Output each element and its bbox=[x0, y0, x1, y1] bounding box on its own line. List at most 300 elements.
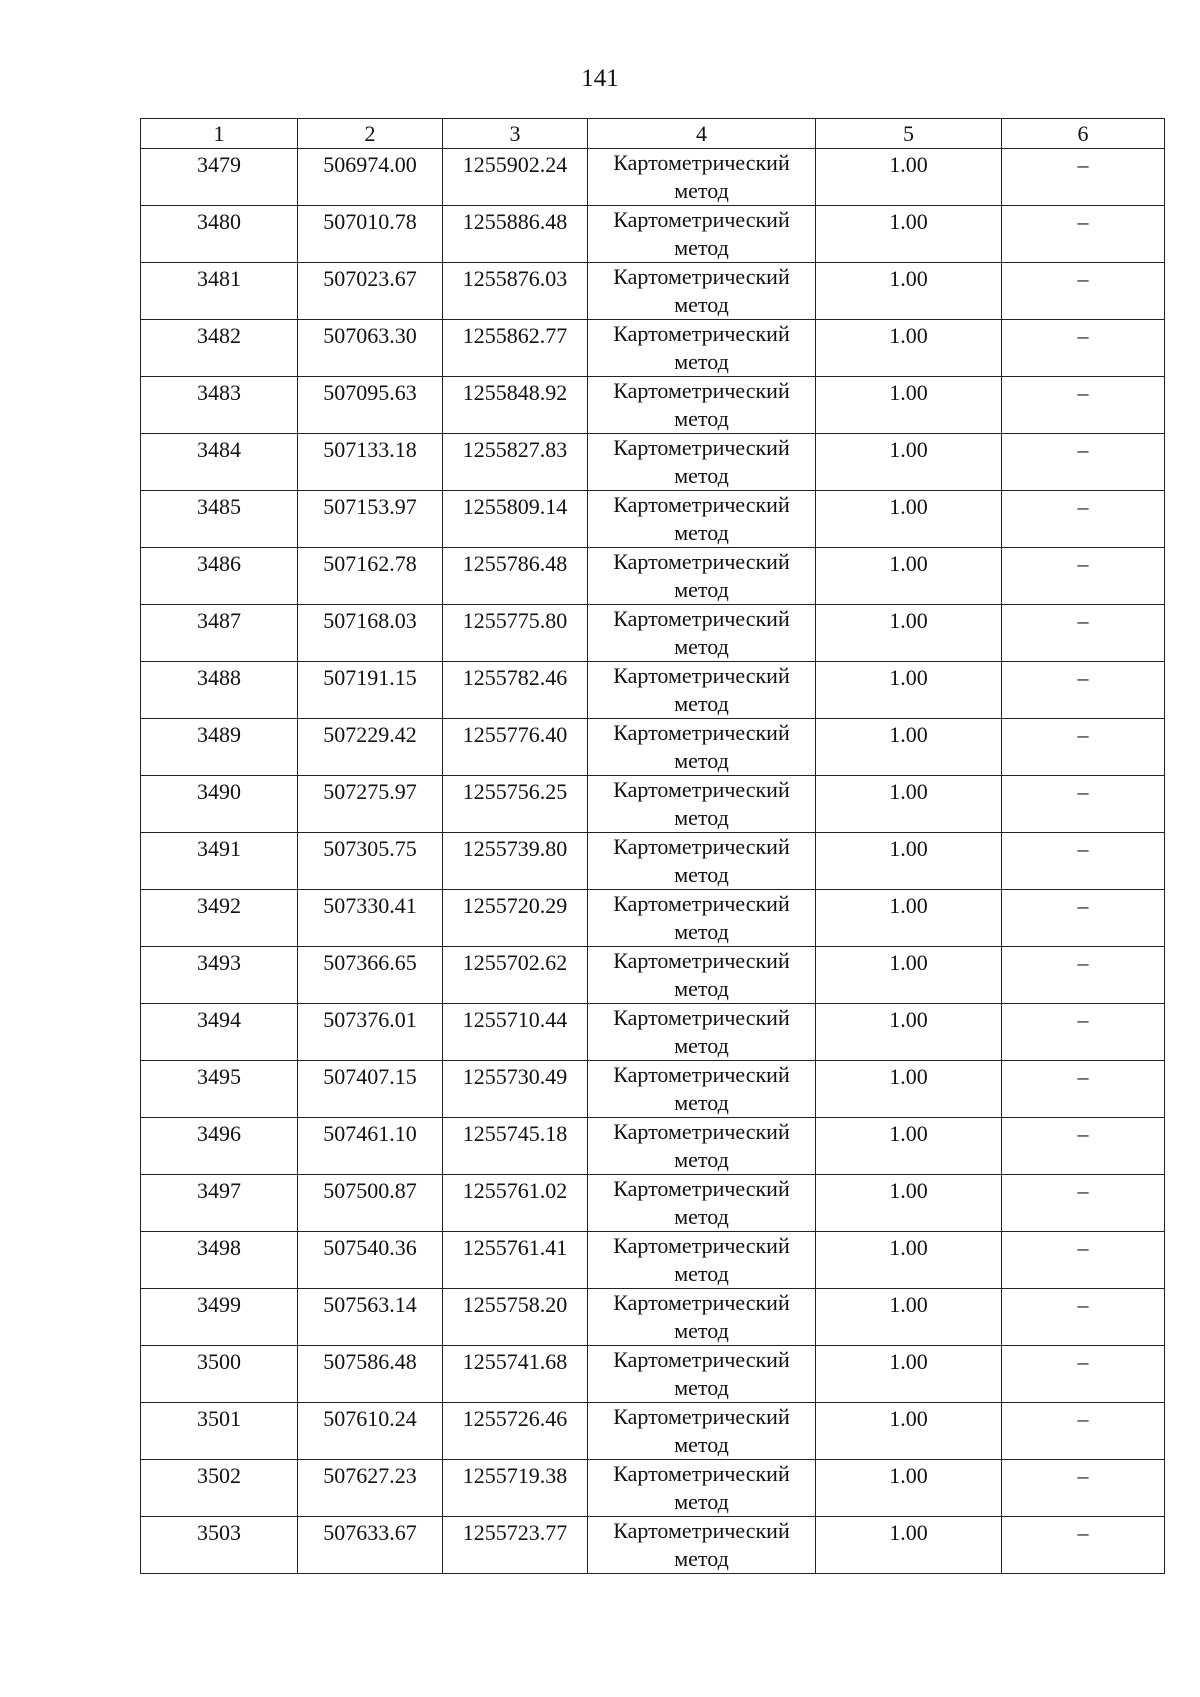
x-coordinate-cell bbox=[298, 1460, 443, 1517]
point-number-cell bbox=[141, 947, 298, 1004]
y-coordinate-cell-text: 1255775.80 bbox=[462, 608, 568, 633]
note-cell bbox=[1002, 605, 1165, 662]
note-cell-text: – bbox=[1077, 1292, 1089, 1317]
x-coordinate-cell-text: 507229.42 bbox=[323, 722, 417, 747]
column-header: 3 bbox=[443, 119, 588, 149]
x-coordinate-cell-text: 507153.97 bbox=[323, 494, 417, 519]
note-cell-text: – bbox=[1077, 323, 1089, 348]
column-header: 4 bbox=[588, 119, 816, 149]
note-cell bbox=[1002, 1289, 1165, 1346]
method-cell bbox=[588, 1004, 816, 1061]
accuracy-cell-text: 1.00 bbox=[889, 1349, 928, 1374]
method-line-2: метод bbox=[674, 235, 729, 260]
y-coordinate-cell-text: 1255827.83 bbox=[462, 437, 568, 462]
accuracy-cell-text: 1.00 bbox=[889, 836, 928, 861]
y-coordinate-cell-text: 1255862.77 bbox=[462, 323, 568, 348]
method-line-1: Картометрический bbox=[613, 1290, 790, 1315]
y-coordinate-cell-text: 1255876.03 bbox=[462, 266, 568, 291]
table-row bbox=[141, 1289, 1165, 1346]
table-row bbox=[141, 1004, 1165, 1061]
point-number-cell bbox=[141, 776, 298, 833]
x-coordinate-cell bbox=[298, 206, 443, 263]
y-coordinate-cell bbox=[443, 719, 588, 776]
accuracy-cell-text: 1.00 bbox=[889, 722, 928, 747]
y-coordinate-cell bbox=[443, 1061, 588, 1118]
point-number-cell-text: 3485 bbox=[197, 494, 241, 519]
note-cell-text: – bbox=[1077, 266, 1089, 291]
accuracy-cell-text: 1.00 bbox=[889, 494, 928, 519]
point-number-cell bbox=[141, 1403, 298, 1460]
y-coordinate-cell bbox=[443, 1403, 588, 1460]
accuracy-cell bbox=[816, 1517, 1002, 1574]
method-line-1: Картометрический bbox=[613, 1404, 790, 1429]
point-number-cell bbox=[141, 320, 298, 377]
x-coordinate-cell-text: 506974.00 bbox=[323, 152, 417, 177]
table-row bbox=[141, 1061, 1165, 1118]
x-coordinate-cell-text: 507095.63 bbox=[323, 380, 417, 405]
table-row bbox=[141, 491, 1165, 548]
accuracy-cell bbox=[816, 491, 1002, 548]
method-cell bbox=[588, 1403, 816, 1460]
y-coordinate-cell bbox=[443, 1232, 588, 1289]
note-cell-text: – bbox=[1077, 1178, 1089, 1203]
accuracy-cell bbox=[816, 662, 1002, 719]
y-coordinate-cell-text: 1255741.68 bbox=[462, 1349, 568, 1374]
note-cell-text: – bbox=[1077, 437, 1089, 462]
table-row bbox=[141, 947, 1165, 1004]
table-row bbox=[141, 1517, 1165, 1574]
note-cell bbox=[1002, 434, 1165, 491]
x-coordinate-cell-text: 507168.03 bbox=[323, 608, 417, 633]
x-coordinate-cell bbox=[298, 377, 443, 434]
method-line-2: метод bbox=[674, 1090, 729, 1115]
method-line-2: метод bbox=[674, 1489, 729, 1514]
note-cell-text: – bbox=[1077, 779, 1089, 804]
point-number-cell-text: 3498 bbox=[197, 1235, 241, 1260]
accuracy-cell-text: 1.00 bbox=[889, 1292, 928, 1317]
method-line-1: Картометрический bbox=[613, 1347, 790, 1372]
y-coordinate-cell bbox=[443, 1175, 588, 1232]
y-coordinate-cell bbox=[443, 947, 588, 1004]
method-cell bbox=[588, 1460, 816, 1517]
method-line-2: метод bbox=[674, 1147, 729, 1172]
point-number-cell-text: 3493 bbox=[197, 950, 241, 975]
point-number-cell bbox=[141, 1118, 298, 1175]
point-number-cell bbox=[141, 1175, 298, 1232]
method-cell bbox=[588, 890, 816, 947]
method-line-1: Картометрический bbox=[613, 948, 790, 973]
x-coordinate-cell-text: 507376.01 bbox=[323, 1007, 417, 1032]
y-coordinate-cell-text: 1255902.24 bbox=[462, 152, 568, 177]
accuracy-cell-text: 1.00 bbox=[889, 1406, 928, 1431]
y-coordinate-cell-text: 1255848.92 bbox=[462, 380, 568, 405]
x-coordinate-cell-text: 507010.78 bbox=[323, 209, 417, 234]
y-coordinate-cell-text: 1255761.41 bbox=[462, 1235, 568, 1260]
method-line-1: Картометрический bbox=[613, 720, 790, 745]
method-line-2: метод bbox=[674, 1546, 729, 1571]
method-cell bbox=[588, 662, 816, 719]
point-number-cell bbox=[141, 434, 298, 491]
x-coordinate-cell-text: 507330.41 bbox=[323, 893, 417, 918]
method-line-2: метод bbox=[674, 862, 729, 887]
point-number-cell bbox=[141, 833, 298, 890]
method-line-1: Картометрический bbox=[613, 549, 790, 574]
note-cell-text: – bbox=[1077, 152, 1089, 177]
table-row bbox=[141, 1232, 1165, 1289]
point-number-cell-text: 3491 bbox=[197, 836, 241, 861]
x-coordinate-cell bbox=[298, 1118, 443, 1175]
y-coordinate-cell bbox=[443, 491, 588, 548]
note-cell-text: – bbox=[1077, 1349, 1089, 1374]
method-line-2: метод bbox=[674, 634, 729, 659]
method-line-1: Картометрический bbox=[613, 1233, 790, 1258]
accuracy-cell bbox=[816, 206, 1002, 263]
x-coordinate-cell-text: 507023.67 bbox=[323, 266, 417, 291]
table-header-row bbox=[141, 119, 1165, 149]
y-coordinate-cell bbox=[443, 1517, 588, 1574]
note-cell bbox=[1002, 1403, 1165, 1460]
method-line-2: метод bbox=[674, 748, 729, 773]
point-number-cell-text: 3479 bbox=[197, 152, 241, 177]
table-row bbox=[141, 149, 1165, 206]
note-cell bbox=[1002, 1175, 1165, 1232]
x-coordinate-cell-text: 507610.24 bbox=[323, 1406, 417, 1431]
point-number-cell bbox=[141, 263, 298, 320]
y-coordinate-cell-text: 1255761.02 bbox=[462, 1178, 568, 1203]
accuracy-cell bbox=[816, 1289, 1002, 1346]
y-coordinate-cell-text: 1255720.29 bbox=[462, 893, 568, 918]
y-coordinate-cell-text: 1255723.77 bbox=[462, 1520, 568, 1545]
y-coordinate-cell bbox=[443, 1289, 588, 1346]
method-line-1: Картометрический bbox=[613, 891, 790, 916]
method-line-2: метод bbox=[674, 919, 729, 944]
x-coordinate-cell bbox=[298, 776, 443, 833]
method-cell bbox=[588, 548, 816, 605]
method-cell bbox=[588, 776, 816, 833]
note-cell bbox=[1002, 548, 1165, 605]
note-cell-text: – bbox=[1077, 1064, 1089, 1089]
point-number-cell bbox=[141, 662, 298, 719]
y-coordinate-cell bbox=[443, 833, 588, 890]
note-cell bbox=[1002, 377, 1165, 434]
point-number-cell bbox=[141, 1517, 298, 1574]
accuracy-cell-text: 1.00 bbox=[889, 1064, 928, 1089]
table-row bbox=[141, 434, 1165, 491]
method-line-2: метод bbox=[674, 1261, 729, 1286]
point-number-cell bbox=[141, 149, 298, 206]
y-coordinate-cell bbox=[443, 1004, 588, 1061]
x-coordinate-cell-text: 507633.67 bbox=[323, 1520, 417, 1545]
note-cell bbox=[1002, 662, 1165, 719]
column-header: 5 bbox=[816, 119, 1002, 149]
x-coordinate-cell bbox=[298, 833, 443, 890]
accuracy-cell-text: 1.00 bbox=[889, 323, 928, 348]
x-coordinate-cell bbox=[298, 491, 443, 548]
table-row bbox=[141, 263, 1165, 320]
method-cell bbox=[588, 320, 816, 377]
note-cell bbox=[1002, 833, 1165, 890]
note-cell bbox=[1002, 1346, 1165, 1403]
note-cell bbox=[1002, 1004, 1165, 1061]
method-line-1: Картометрический bbox=[613, 1518, 790, 1543]
point-number-cell-text: 3492 bbox=[197, 893, 241, 918]
note-cell bbox=[1002, 1232, 1165, 1289]
y-coordinate-cell bbox=[443, 662, 588, 719]
method-line-1: Картометрический bbox=[613, 492, 790, 517]
x-coordinate-cell bbox=[298, 434, 443, 491]
x-coordinate-cell-text: 507563.14 bbox=[323, 1292, 417, 1317]
x-coordinate-cell bbox=[298, 719, 443, 776]
note-cell bbox=[1002, 149, 1165, 206]
accuracy-cell-text: 1.00 bbox=[889, 1235, 928, 1260]
column-header: 6 bbox=[1002, 119, 1165, 149]
method-line-1: Картометрический bbox=[613, 1062, 790, 1087]
y-coordinate-cell bbox=[443, 320, 588, 377]
y-coordinate-cell bbox=[443, 1346, 588, 1403]
accuracy-cell bbox=[816, 377, 1002, 434]
accuracy-cell-text: 1.00 bbox=[889, 551, 928, 576]
accuracy-cell bbox=[816, 1460, 1002, 1517]
method-line-1: Картометрический bbox=[613, 1461, 790, 1486]
x-coordinate-cell-text: 507275.97 bbox=[323, 779, 417, 804]
x-coordinate-cell-text: 507461.10 bbox=[323, 1121, 417, 1146]
x-coordinate-cell-text: 507407.15 bbox=[323, 1064, 417, 1089]
point-number-cell bbox=[141, 548, 298, 605]
accuracy-cell bbox=[816, 263, 1002, 320]
method-cell bbox=[588, 833, 816, 890]
note-cell-text: – bbox=[1077, 665, 1089, 690]
method-line-2: метод bbox=[674, 1318, 729, 1343]
y-coordinate-cell bbox=[443, 1460, 588, 1517]
method-cell bbox=[588, 491, 816, 548]
point-number-cell bbox=[141, 206, 298, 263]
method-cell bbox=[588, 1346, 816, 1403]
note-cell bbox=[1002, 1118, 1165, 1175]
x-coordinate-cell-text: 507162.78 bbox=[323, 551, 417, 576]
method-line-2: метод bbox=[674, 1204, 729, 1229]
y-coordinate-cell bbox=[443, 890, 588, 947]
point-number-cell-text: 3489 bbox=[197, 722, 241, 747]
y-coordinate-cell bbox=[443, 377, 588, 434]
x-coordinate-cell-text: 507540.36 bbox=[323, 1235, 417, 1260]
x-coordinate-cell bbox=[298, 605, 443, 662]
point-number-cell bbox=[141, 1460, 298, 1517]
point-number-cell bbox=[141, 1289, 298, 1346]
method-line-2: метод bbox=[674, 1432, 729, 1457]
table-row bbox=[141, 833, 1165, 890]
point-number-cell-text: 3484 bbox=[197, 437, 241, 462]
method-cell bbox=[588, 1517, 816, 1574]
accuracy-cell bbox=[816, 776, 1002, 833]
method-line-1: Картометрический bbox=[613, 1119, 790, 1144]
x-coordinate-cell-text: 507366.65 bbox=[323, 950, 417, 975]
point-number-cell-text: 3499 bbox=[197, 1292, 241, 1317]
accuracy-cell bbox=[816, 890, 1002, 947]
table-row bbox=[141, 890, 1165, 947]
x-coordinate-cell bbox=[298, 1346, 443, 1403]
accuracy-cell-text: 1.00 bbox=[889, 1463, 928, 1488]
point-number-cell-text: 3488 bbox=[197, 665, 241, 690]
point-number-cell-text: 3483 bbox=[197, 380, 241, 405]
method-line-1: Картометрический bbox=[613, 321, 790, 346]
x-coordinate-cell bbox=[298, 947, 443, 1004]
method-cell bbox=[588, 1061, 816, 1118]
y-coordinate-cell-text: 1255809.14 bbox=[462, 494, 568, 519]
accuracy-cell-text: 1.00 bbox=[889, 665, 928, 690]
method-cell bbox=[588, 1289, 816, 1346]
method-line-2: метод bbox=[674, 805, 729, 830]
table-row bbox=[141, 320, 1165, 377]
note-cell bbox=[1002, 1460, 1165, 1517]
accuracy-cell-text: 1.00 bbox=[889, 209, 928, 234]
accuracy-cell bbox=[816, 1175, 1002, 1232]
table-row bbox=[141, 377, 1165, 434]
method-cell bbox=[588, 1175, 816, 1232]
x-coordinate-cell-text: 507133.18 bbox=[323, 437, 417, 462]
table-row bbox=[141, 1460, 1165, 1517]
accuracy-cell-text: 1.00 bbox=[889, 380, 928, 405]
method-cell bbox=[588, 206, 816, 263]
accuracy-cell-text: 1.00 bbox=[889, 1121, 928, 1146]
point-number-cell-text: 3495 bbox=[197, 1064, 241, 1089]
note-cell-text: – bbox=[1077, 1463, 1089, 1488]
note-cell-text: – bbox=[1077, 608, 1089, 633]
table-row bbox=[141, 1118, 1165, 1175]
accuracy-cell bbox=[816, 947, 1002, 1004]
note-cell bbox=[1002, 947, 1165, 1004]
accuracy-cell bbox=[816, 434, 1002, 491]
column-header: 2 bbox=[298, 119, 443, 149]
table-row bbox=[141, 662, 1165, 719]
point-number-cell-text: 3496 bbox=[197, 1121, 241, 1146]
table-row bbox=[141, 776, 1165, 833]
accuracy-cell bbox=[816, 833, 1002, 890]
method-line-1: Картометрический bbox=[613, 1176, 790, 1201]
point-number-cell bbox=[141, 1346, 298, 1403]
method-line-1: Картометрический bbox=[613, 264, 790, 289]
y-coordinate-cell-text: 1255745.18 bbox=[462, 1121, 568, 1146]
note-cell-text: – bbox=[1077, 950, 1089, 975]
page-number: 141 bbox=[581, 65, 619, 92]
x-coordinate-cell bbox=[298, 149, 443, 206]
method-line-2: метод bbox=[674, 1375, 729, 1400]
point-number-cell-text: 3501 bbox=[197, 1406, 241, 1431]
method-cell bbox=[588, 1232, 816, 1289]
y-coordinate-cell-text: 1255886.48 bbox=[462, 209, 568, 234]
method-cell bbox=[588, 1118, 816, 1175]
x-coordinate-cell bbox=[298, 1517, 443, 1574]
y-coordinate-cell bbox=[443, 434, 588, 491]
x-coordinate-cell bbox=[298, 890, 443, 947]
method-line-1: Картометрический bbox=[613, 435, 790, 460]
accuracy-cell bbox=[816, 320, 1002, 377]
accuracy-cell-text: 1.00 bbox=[889, 1178, 928, 1203]
accuracy-cell-text: 1.00 bbox=[889, 893, 928, 918]
point-number-cell-text: 3487 bbox=[197, 608, 241, 633]
point-number-cell bbox=[141, 1004, 298, 1061]
x-coordinate-cell bbox=[298, 263, 443, 320]
x-coordinate-cell-text: 507586.48 bbox=[323, 1349, 417, 1374]
note-cell-text: – bbox=[1077, 1121, 1089, 1146]
method-line-1: Картометрический bbox=[613, 606, 790, 631]
note-cell-text: – bbox=[1077, 494, 1089, 519]
note-cell bbox=[1002, 719, 1165, 776]
table-row bbox=[141, 1403, 1165, 1460]
method-cell bbox=[588, 947, 816, 1004]
accuracy-cell bbox=[816, 548, 1002, 605]
x-coordinate-cell-text: 507627.23 bbox=[323, 1463, 417, 1488]
accuracy-cell bbox=[816, 1118, 1002, 1175]
accuracy-cell bbox=[816, 1061, 1002, 1118]
method-line-1: Картометрический bbox=[613, 150, 790, 175]
method-line-2: метод bbox=[674, 178, 729, 203]
note-cell bbox=[1002, 890, 1165, 947]
x-coordinate-cell bbox=[298, 1175, 443, 1232]
y-coordinate-cell bbox=[443, 548, 588, 605]
column-header: 1 bbox=[141, 119, 298, 149]
method-line-1: Картометрический bbox=[613, 378, 790, 403]
accuracy-cell bbox=[816, 1403, 1002, 1460]
note-cell bbox=[1002, 263, 1165, 320]
accuracy-cell-text: 1.00 bbox=[889, 950, 928, 975]
method-line-2: метод bbox=[674, 976, 729, 1001]
y-coordinate-cell bbox=[443, 776, 588, 833]
point-number-cell-text: 3486 bbox=[197, 551, 241, 576]
note-cell-text: – bbox=[1077, 1235, 1089, 1260]
method-line-2: метод bbox=[674, 577, 729, 602]
table-body bbox=[141, 149, 1165, 1574]
accuracy-cell-text: 1.00 bbox=[889, 266, 928, 291]
table-row bbox=[141, 548, 1165, 605]
accuracy-cell-text: 1.00 bbox=[889, 152, 928, 177]
y-coordinate-cell-text: 1255726.46 bbox=[462, 1406, 568, 1431]
y-coordinate-cell-text: 1255758.20 bbox=[462, 1292, 568, 1317]
y-coordinate-cell-text: 1255702.62 bbox=[462, 950, 568, 975]
x-coordinate-cell-text: 507191.15 bbox=[323, 665, 417, 690]
note-cell-text: – bbox=[1077, 1007, 1089, 1032]
x-coordinate-cell bbox=[298, 320, 443, 377]
y-coordinate-cell bbox=[443, 263, 588, 320]
table-row bbox=[141, 605, 1165, 662]
note-cell bbox=[1002, 1517, 1165, 1574]
method-cell bbox=[588, 149, 816, 206]
method-cell bbox=[588, 263, 816, 320]
x-coordinate-cell bbox=[298, 548, 443, 605]
note-cell-text: – bbox=[1077, 1406, 1089, 1431]
x-coordinate-cell bbox=[298, 1289, 443, 1346]
y-coordinate-cell-text: 1255776.40 bbox=[462, 722, 568, 747]
point-number-cell-text: 3497 bbox=[197, 1178, 241, 1203]
table-row bbox=[141, 1346, 1165, 1403]
x-coordinate-cell-text: 507305.75 bbox=[323, 836, 417, 861]
x-coordinate-cell-text: 507500.87 bbox=[323, 1178, 417, 1203]
method-line-2: метод bbox=[674, 520, 729, 545]
point-number-cell bbox=[141, 1061, 298, 1118]
method-line-1: Картометрический bbox=[613, 777, 790, 802]
method-line-2: метод bbox=[674, 1033, 729, 1058]
accuracy-cell bbox=[816, 719, 1002, 776]
y-coordinate-cell-text: 1255730.49 bbox=[462, 1064, 568, 1089]
note-cell-text: – bbox=[1077, 722, 1089, 747]
point-number-cell-text: 3481 bbox=[197, 266, 241, 291]
point-number-cell-text: 3494 bbox=[197, 1007, 241, 1032]
coordinates-table bbox=[140, 118, 1165, 1574]
note-cell-text: – bbox=[1077, 380, 1089, 405]
point-number-cell-text: 3490 bbox=[197, 779, 241, 804]
y-coordinate-cell-text: 1255739.80 bbox=[462, 836, 568, 861]
method-line-2: метод bbox=[674, 406, 729, 431]
accuracy-cell bbox=[816, 1004, 1002, 1061]
